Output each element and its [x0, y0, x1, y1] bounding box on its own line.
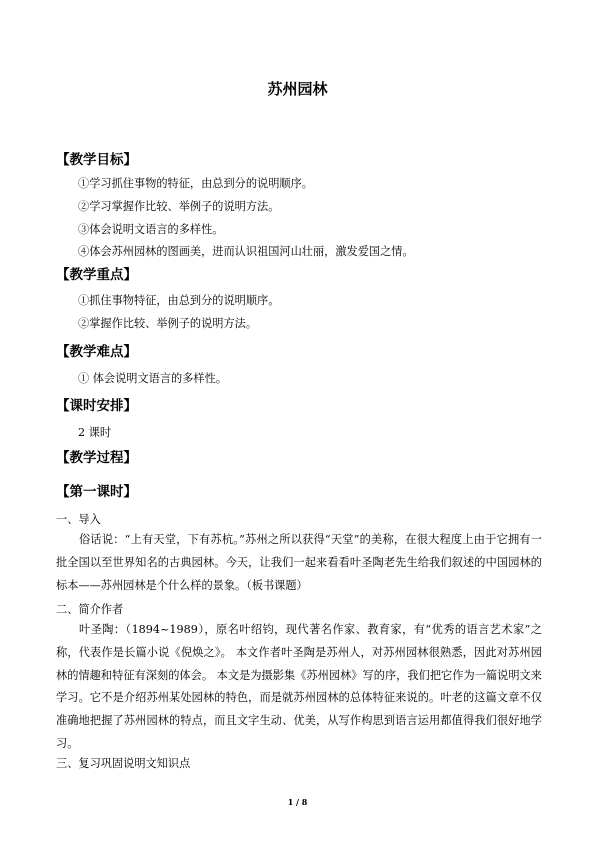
heading-difficulties: 【教学难点】: [56, 344, 137, 360]
intro-paragraph: 俗话说：“上有天堂，下有苏杭。”苏州之所以获得“天堂”的美称，在很大程度上由于它拥有一批全国以至世界知名的古典园林。今天，让我们一起来看看叶圣陶老先生给我们叙述的中国园林的标本——苏州园林是个什么样的景象。（板书课题）: [56, 533, 542, 592]
heading-key-points: 【教学重点】: [56, 267, 137, 283]
goal-item-3: ③体会说明文语言的多样性。: [78, 223, 224, 236]
key-point-item-2: ②掌握作比较、举例子的说明方法。: [78, 317, 258, 330]
heading-schedule: 【课时安排】: [56, 398, 137, 414]
goal-item-1: ①学习抓住事物的特征，由总到分的说明顺序。: [78, 177, 313, 190]
section-author-title: 二、简介作者: [56, 603, 124, 616]
section-review-title: 三、复习巩固说明文知识点: [56, 757, 191, 770]
heading-teaching-process: 【教学过程】: [56, 450, 137, 466]
goal-item-4: ④体会苏州园林的图画美，进而认识祖国河山壮丽，激发爱国之情。: [78, 245, 414, 258]
schedule-text: 2 课时: [78, 426, 112, 439]
heading-teaching-goals: 【教学目标】: [56, 152, 137, 168]
key-point-item-1: ①抓住事物特征，由总到分的说明顺序。: [78, 294, 280, 307]
goal-item-2: ②学习掌握作比较、举例子的说明方法。: [78, 200, 280, 213]
heading-first-lesson: 【第一课时】: [56, 484, 137, 500]
section-intro-title: 一、导入: [56, 513, 101, 526]
difficulty-item-1: ① 体会说明文语言的多样性。: [78, 372, 227, 385]
page-number: 1 / 8: [287, 797, 308, 807]
author-paragraph: 叶圣陶：（1894~1989），原名叶绍钧，现代著名作家、教育家，有“优秀的语言艺术家”之称，代表作是长篇小说《倪焕之》。 本文作者叶圣陶是苏州人，对苏州园林很熟悉，因此对苏州园林的情趣和特征有深刻的体会。 本文是为摄影集《苏州园林》写的序，我们把它作为一篇说明文来学习。它不是介绍苏州某处园林的特色，而是就苏州园林的总体特征来说的。叶老的这篇文章不仅准确地把握了苏州园林的特点，而且文字生动、优美，从写作构思到语言运用都值得我们很好地学习。: [56, 623, 542, 750]
page-title: 苏州园林: [267, 80, 328, 98]
